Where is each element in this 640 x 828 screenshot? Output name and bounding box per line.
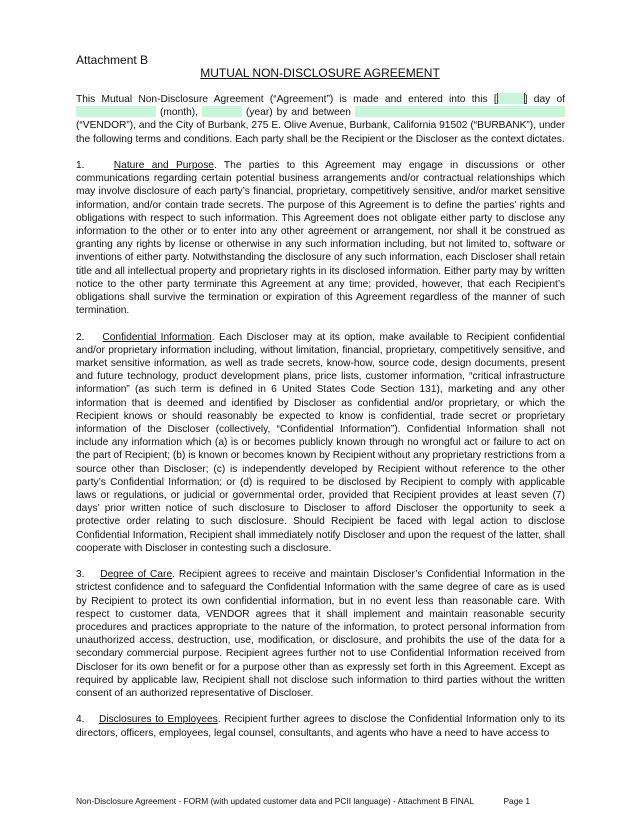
section-number: 1. (76, 160, 85, 171)
page-footer (76, 796, 530, 806)
section-text: . The parties to this Agreement may engage in discussions or other communications regarding certain potential business arrangements and/or contractual relationships which may involve disclosure of each party’s financial, proprietary, competitively sensitive, and/or market sensitive information, and/or contain trade secrets. The purpose of this Agreement is to define the parties’ rights and obligations with respect to such information. This Agreement does not obligate either party to disclose any information to the other or to enter into any other agreement or arrangement, nor shall it be construed as granting any rights by license or otherwise in any such information including, but not limited to, software or inventions of either party. Notwithstanding the disclosure of any such information, each Discloser shall retain title and all intellectual property and proprietary rights in its disclosed information. Either party may by written notice to the other party terminate this Agreement at any time; provided, however, that each Recipient’s obligations shall survive the termination or expiration of this Agreement regardless of the manner of such termination. (76, 160, 566, 317)
section-text: . Recipient agrees to receive and maintain Discloser’s Confidential Information in the strictest confidence and to safeguard the Confidential Information with the same degree of care as is used by Recipient to protect its own confidential information, but in no event less than reasonable care. With respect to customer data, VENDOR agrees that it shall implement and maintain reasonable security procedures and practices appropriate to the nature of the information, to protect personal information from unauthorized access, destruction, use, modification, or disclosure, and prohibits the use of the data for a secondary commercial purpose. Recipient agrees further not to use Confidential Information received from Discloser for its own benefit or for a purpose other than as expressly set forth in this Agreement. Except as required by applicable law, Recipient shall not disclose such information to third parties without the written consent of an authorized representative of Discloser. (76, 569, 566, 700)
footer-document-name: Non-Disclosure Agreement - FORM (with updated customer data and PCII language) - Attachment B FINAL (76, 796, 474, 806)
section-3 (76, 568, 565, 700)
document-body (76, 93, 565, 753)
section-number: 3. (76, 569, 85, 581)
section-4 (76, 713, 565, 739)
section-number: 2. (76, 331, 85, 343)
preamble-text-2: ] day of (524, 94, 565, 105)
preamble-text-1: This Mutual Non-Disclosure Agreement (“Agreement”) is made and entered into this [ (76, 94, 497, 105)
section-heading: Nature and Purpose (113, 160, 214, 171)
preamble-paragraph (76, 93, 565, 146)
section-2 (76, 331, 565, 555)
preamble-text-5: (“VENDOR”), and the City of Burbank, 275 E. Olive Avenue, Burbank, California 91502 (“BURBANK”), under the following terms and conditions. Each party shall be the Recipient or the Discloser as the context dictates. (76, 120, 565, 145)
year-field[interactable] (202, 106, 242, 117)
section-heading: Disclosures to Employees (98, 714, 218, 726)
page-number: Page 1 (503, 796, 530, 806)
section-heading: Confidential Information (102, 331, 212, 343)
section-number: 4. (76, 714, 85, 726)
vendor-name-field[interactable] (355, 106, 565, 117)
month-field[interactable] (76, 106, 156, 117)
attachment-label: Attachment B (76, 53, 149, 67)
section-heading: Degree of Care (100, 569, 173, 581)
section-1 (76, 159, 565, 317)
preamble-text-3: (month), (160, 107, 198, 119)
section-text: . Each Discloser may at its option, make available to Recipient confidential and/or proprietary information including, without limitation, financial, proprietary, competitively sensitive, and market sensitive information, as well as trade secrets, know-how, source code, design documents, present and future technology, product development plans, price lists, customer information, “critical infrastructure information” (as such term is defined in 6 United States Code Section 131), marketing and any other information that is deemed and identified by Discloser as confidential and/or proprietary, or which the Recipient knows or should reasonably be expected to know is confidential, trade secret or proprietary information of the Discloser (collectively, “Confidential Information”). Confidential Information shall not include any information which (a) is or becomes publicly known through no wrongful act or failure to act on the part of Recipient; (b) is known or becomes known by Recipient without any proprietary restrictions from a source other than Discloser; (c) is independently developed by Recipient without reference to the other party’s Confidential Information; or (d) is required to be disclosed by Recipient to comply with applicable laws or regulations, or judicial or governmental order, provided that Recipient provides at least seven (7) days’ prior written notice of such disclosure to Discloser to afford Discloser the opportunity to seek a protective order relating to such disclosure. Should Recipient be faced with legal action to disclose Confidential Information, Recipient shall immediately notify Discloser and upon the request of the latter, shall cooperate with Discloser in contesting such a disclosure. (76, 331, 565, 554)
preamble-text-4: (year) by and between (246, 107, 351, 119)
agreement-title: MUTUAL NON-DISCLOSURE AGREEMENT (200, 66, 440, 80)
section-text: . Recipient further agrees to disclose the Confidential Information only to its directors, officers, employees, legal counsel, consultants, and agents who have a need to have access to (76, 714, 566, 739)
day-field[interactable] (497, 93, 525, 104)
